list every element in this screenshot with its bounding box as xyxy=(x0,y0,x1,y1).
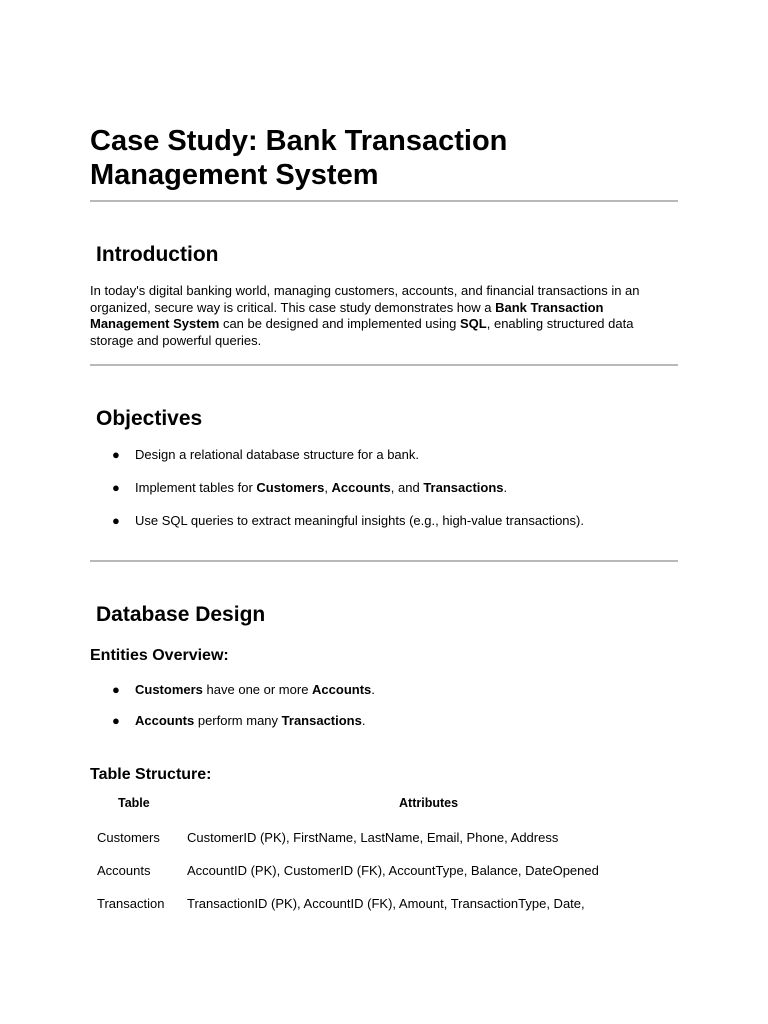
objective-text: . xyxy=(503,480,508,495)
entity-text: perform many xyxy=(194,713,282,728)
table-cell-name: Customers xyxy=(97,830,160,845)
introduction-heading: Introduction xyxy=(96,243,219,266)
intro-bold-1: Bank Transaction Management System xyxy=(90,299,604,332)
objective-text: , and xyxy=(390,480,424,495)
entity-bold: Customers xyxy=(135,682,203,697)
objective-item-3 xyxy=(112,512,584,529)
table-cell-attributes: AccountID (PK), CustomerID (FK), AccountType, Balance, DateOpened xyxy=(187,863,599,878)
intro-text-1: In today's digital banking world, managing customers, accounts, and financial transactions in an organized, secure way is critical. This case study demonstrates how a xyxy=(90,283,640,315)
bullet-icon: ● xyxy=(112,447,120,462)
objective-item-1 xyxy=(112,446,419,463)
entities-overview-heading xyxy=(90,646,229,666)
entity-bold: Accounts xyxy=(312,682,372,697)
table-cell-attributes: CustomerID (PK), FirstName, LastName, Email, Phone, Address xyxy=(187,830,559,845)
bullet-icon: ● xyxy=(112,713,120,728)
objective-text: Design a relational database structure for a bank. xyxy=(135,447,420,462)
table-header-table: Table xyxy=(118,796,150,810)
database-design-heading: Database Design xyxy=(96,603,266,626)
objective-bold: Customers xyxy=(256,480,325,495)
entity-bold: Transactions xyxy=(281,713,362,728)
table-header-attributes: Attributes xyxy=(399,796,459,810)
objective-text: , xyxy=(324,480,332,495)
bullet-icon: ● xyxy=(112,513,120,528)
entity-bold: Accounts xyxy=(135,713,195,728)
entity-text: . xyxy=(371,682,375,697)
introduction-paragraph xyxy=(90,283,680,349)
entity-item-2 xyxy=(112,712,365,729)
objective-text: Use SQL queries to extract meaningful insights (e.g., high-value transactions). xyxy=(135,513,584,528)
objective-text: Implement tables for xyxy=(135,480,257,495)
divider xyxy=(90,364,678,366)
entity-text: have one or more xyxy=(202,682,313,697)
intro-text-3: , enabling structured data storage and powerful queries. xyxy=(90,316,634,348)
intro-bold-2: SQL xyxy=(460,316,487,332)
entities-overview-title: Entities Overview: xyxy=(90,647,229,664)
bullet-icon: ● xyxy=(112,682,120,697)
table-cell-attributes: TransactionID (PK), AccountID (FK), Amount, TransactionType, Date, xyxy=(187,896,585,911)
table-structure-heading xyxy=(90,765,212,785)
table-structure-title: Table Structure: xyxy=(90,766,212,783)
objective-item-2 xyxy=(112,479,507,496)
objective-bold: Transactions xyxy=(423,480,504,495)
objectives-heading: Objectives xyxy=(96,407,203,430)
table-cell-name: Transaction xyxy=(97,896,165,911)
bullet-icon: ● xyxy=(112,480,120,495)
entity-item-1 xyxy=(112,681,375,698)
entity-text: . xyxy=(361,713,366,728)
divider xyxy=(90,560,678,562)
intro-text-2: can be designed and implemented using xyxy=(219,316,460,332)
objective-bold: Accounts xyxy=(331,480,391,495)
divider xyxy=(90,200,678,202)
table-cell-name: Accounts xyxy=(97,863,151,878)
page-title: Case Study: Bank Transaction Management System xyxy=(90,125,508,191)
